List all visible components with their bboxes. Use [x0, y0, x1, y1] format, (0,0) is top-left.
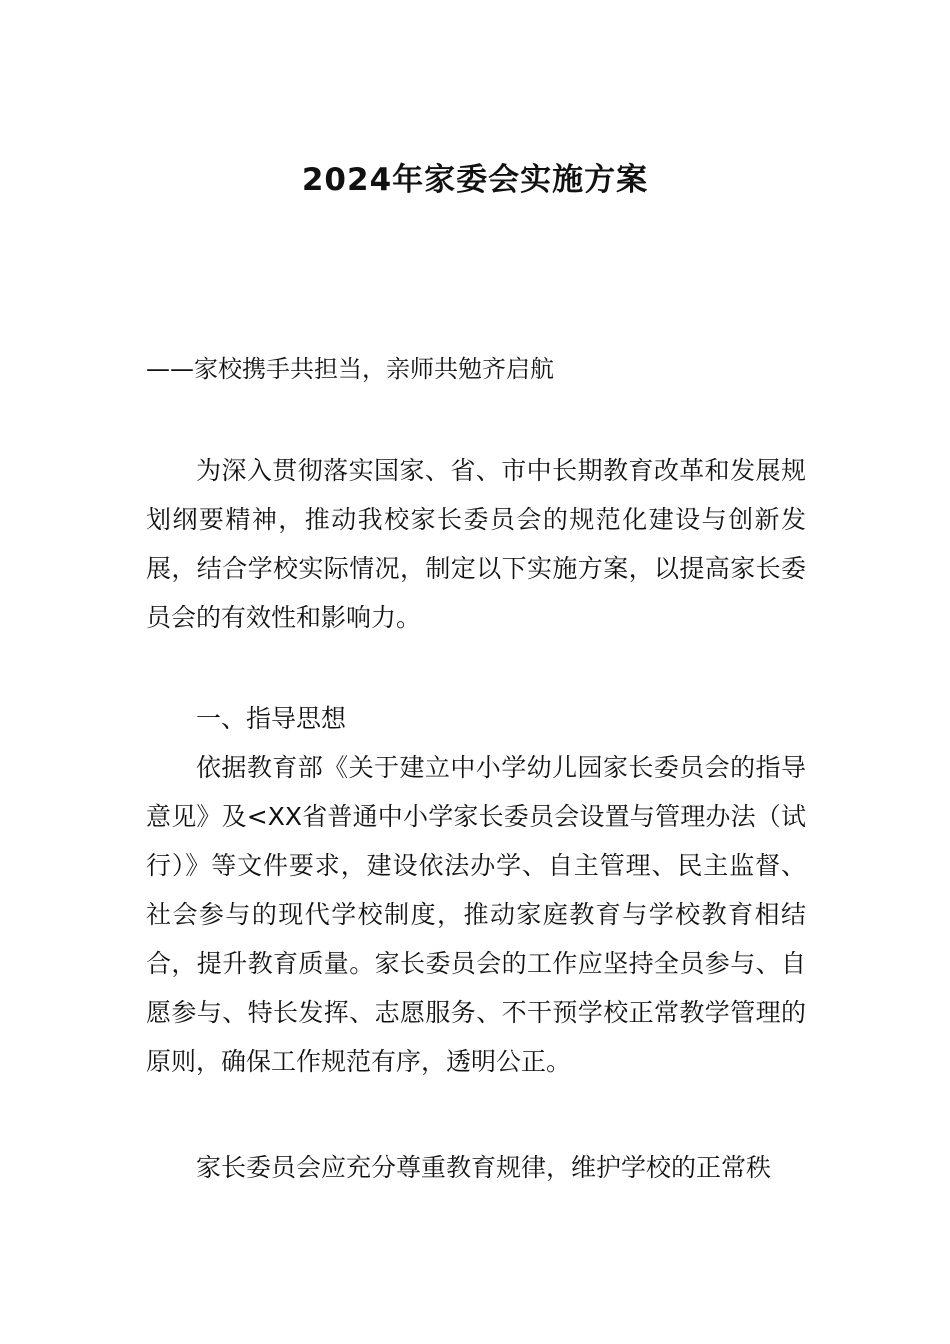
document-subtitle: ——家校携手共担当，亲师共勉齐启航: [146, 355, 554, 383]
intro-paragraph: 为深入贯彻落实国家、省、市中长期教育改革和发展规划纲要精神，推动我校家长委员会的规范化建设与创新发展，结合学校实际情况，制定以下实施方案，以提高家长委员会的有效性和影响力。: [146, 456, 806, 632]
document-title: 2024年家委会实施方案: [301, 162, 649, 198]
respect-rules-paragraph: 家长委员会应充分尊重教育规律，维护学校的正常秩: [196, 1153, 772, 1182]
section-heading-guiding-ideology: 一、指导思想: [196, 704, 347, 733]
guiding-ideology-paragraph: 依据教育部《关于建立中小学幼儿园家长委员会的指导意见》及<XX省普通中小学家长委员会设置与管理办法（试行）》等文件要求，建设依法办学、自主管理、民主监督、社会参与的现代学校制度，推动家庭教育与学校教育相结合，提升教育质量。家长委员会的工作应坚持全员参与、自愿参与、特长发挥、志愿服务、不干预学校正常教学管理的原则，确保工作规范有序，透明公正。: [146, 753, 806, 1076]
